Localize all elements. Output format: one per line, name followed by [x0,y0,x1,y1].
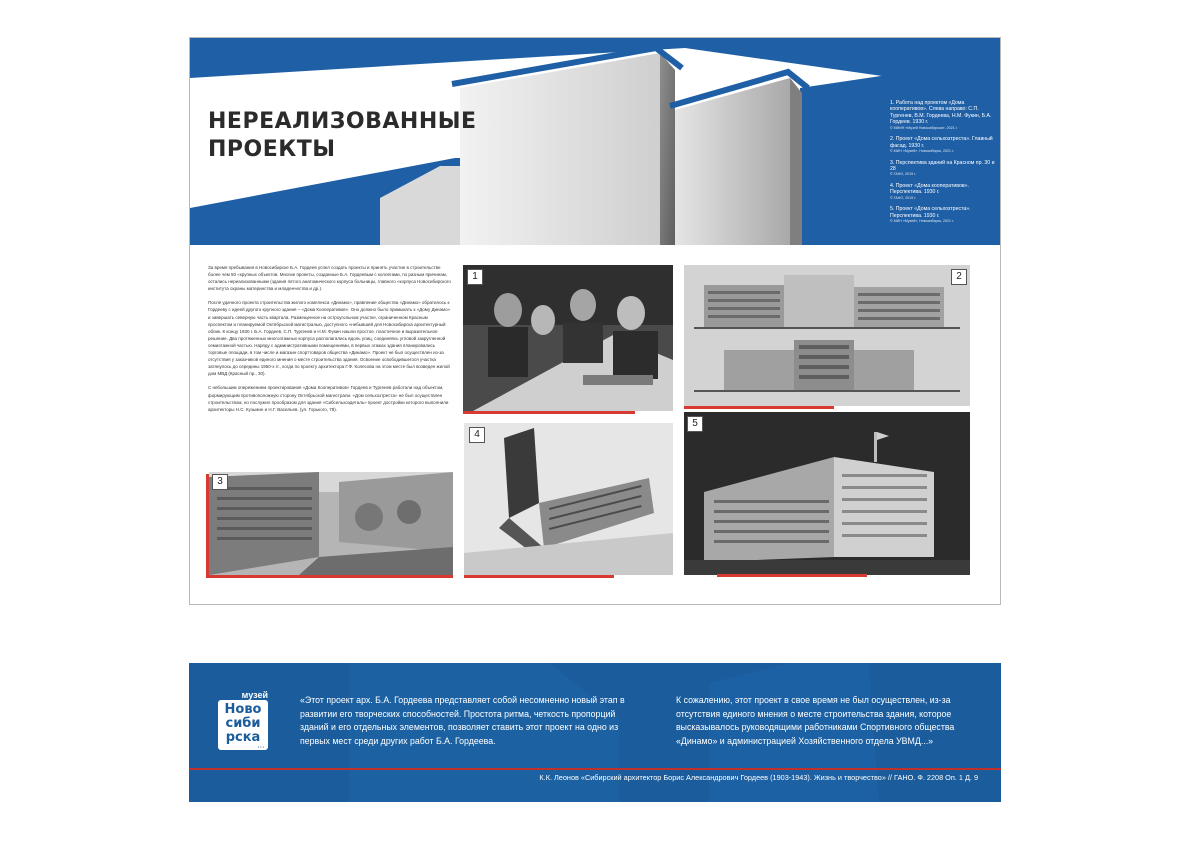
accent-line [209,575,453,578]
body-text [208,264,453,420]
museum-logo [218,692,268,750]
logo-tag: • • • [257,744,264,749]
photo-krasny-prospekt [209,472,453,575]
caption-text: 4. Проект «Дома кооперативов». Перспектива. 1930 г. [890,183,969,196]
photo-number: 4 [469,427,485,443]
caption-source: © ГАНО, 2019 г. [890,172,916,177]
caption-2 [890,136,998,153]
caption-text: 5. Проект «Дома сельхозтреста». Перспектива. 1930 г. [890,206,971,219]
photo-architects-at-work [463,265,673,411]
caption-5 [890,206,998,223]
photo-number: 3 [212,474,228,490]
logo-line: сиби [225,716,261,731]
logo-museum-label: музей [241,690,268,700]
banner-divider [189,768,1001,770]
caption-source: © ГАНО, 2019 г. [890,195,916,200]
caption-source: © МИН «Музей», Новосибирск, 2021 г. [890,149,954,154]
quote-right: К сожалению, этот проект в свое время не был осуществлен, из-за отсутствия единого мнения о месте строительства здания, которое высказывалось руководящими работниками Спортивного общества «Динамо» и администрацией Хозяйственного отдела УВМД...» [676,695,955,746]
photo-cooperatives-perspective [464,423,673,575]
caption-4 [890,183,998,200]
photo-number: 5 [687,416,703,432]
caption-text: 1. Работа над проектом «Дома кооперативов». Слева направо: С.П. Тургенев, В.М. Гордеева, Н.М. Фукин, Б.А. Гордеев. 1930 г. [890,100,992,126]
caption-text: 3. Перспектива зданий на Красном пр. 30 и 28 [890,159,995,173]
panel-header [190,38,1001,245]
photo-captions [890,100,998,230]
photo-number: 2 [951,269,967,285]
accent-line [464,575,614,578]
photo-agricultural-trust-perspective [684,412,970,575]
paragraph: После удачного проекта строительства жилого комплекса «Динамо», правление общества «Динамо» обратилось к Гордееву с идеей другого крупного здания – «Дома Кооперативов». Оно должно было примыкать к «Дому Динамо» и завершать северную часть квартала. Размещенное на остроугольном участке, ограниченном Красным проспектом и планируемой Октябрьской магистралью, доступного «небывшей для Новосибирска архитектурный облик. К концу 1930 г. Б.А. Гордеев, С.П. Тургенев и Н.М. Фукин нашли простое, пластичное и выразительное решение. Два протяженных многоэтажных корпуса располагались вдоль улиц, соединяясь угловой закругленной семиэтажной частью. Наряду с административными помещениями, в первых этажах здания планировались торговые площади, в том числе и магазин спорттоваров общества «Динамо». Проект не был осуществлен из-за отсутствия у заказчиков единого мнения о месте строительства здания. Освоение освободившегося участка затянулось до середины 1950-х гг., когда по проекту архитектора Г.Ф. Колесова на этом месте был возведен жилой дом МВД (Красный пр., 30). [208,300,451,377]
caption-1 [890,100,998,130]
caption-text: 2. Проект «Дома сельхозтреста». Главный фасад. 1930 г. [890,136,993,149]
accent-line [463,411,635,414]
caption-3 [890,160,998,177]
page-title: НЕРЕАЛИЗОВАННЫЕ ПРОЕКТЫ [208,109,477,162]
paragraph: С небольшим опережением проектирования «Дома Кооперативов» Гордеев и Тургенев работали над объектом, формирующим противоположную сторону Октябрьской магистрали. «Дом сельхозтреста» не был осуществлен строительством, но послужил прообразом для здания «Сибсельхоздеталь» проект достройки которого выполнили архитекторы Н.С. Кузьмин и Н.Г. Васильев. (ул. Горького, 78). [208,385,449,412]
accent-line [717,574,867,577]
quote-banner [189,663,1001,802]
logo-line: рска [225,730,261,745]
logo-box [218,700,268,750]
exhibition-panel [189,37,1001,605]
photo-facade-drawing [684,265,970,406]
quote-left: «Этот проект арх. Б.А. Гордеева представляет собой несомненно новый этап в развитии его творческих способностей. Простота ритма, четкость пропорций зданий и его отдельных элементов, позволяет ставить этот проект на одно из первых мест среди других работ Б.А. Гордеева. [300,695,625,746]
accent-line [206,474,209,578]
paragraph: За время пребывания в Новосибирске Б.А. Гордеев успел создать проекты и принять участие в строительстве более чем 50 «крупных объектов. Многие проекты, созданные Б.А. Гордеевым с коллегами, по разным причинам, остались нереализованными (здания пятого анатомического корпуса больницы, главного «корпуса Новосибирского института охраны материнства и младенчества и др.). [208,265,451,292]
caption-source: © МИИН «Музей Новосибирска», 2021 г. [890,125,958,130]
logo-line: Ново [224,702,262,717]
quote-source: К.К. Леонов «Сибирский архитектор Борис Александрович Гордеев (1903-1943). Жизнь и творчество» // ГАНО. Ф. 2208 Оп. 1 Д. 9 [539,773,978,782]
caption-source: © МИН «Музей», Новосибирск, 2021 г. [890,219,954,224]
photo-number: 1 [467,269,483,285]
accent-line [684,406,834,409]
